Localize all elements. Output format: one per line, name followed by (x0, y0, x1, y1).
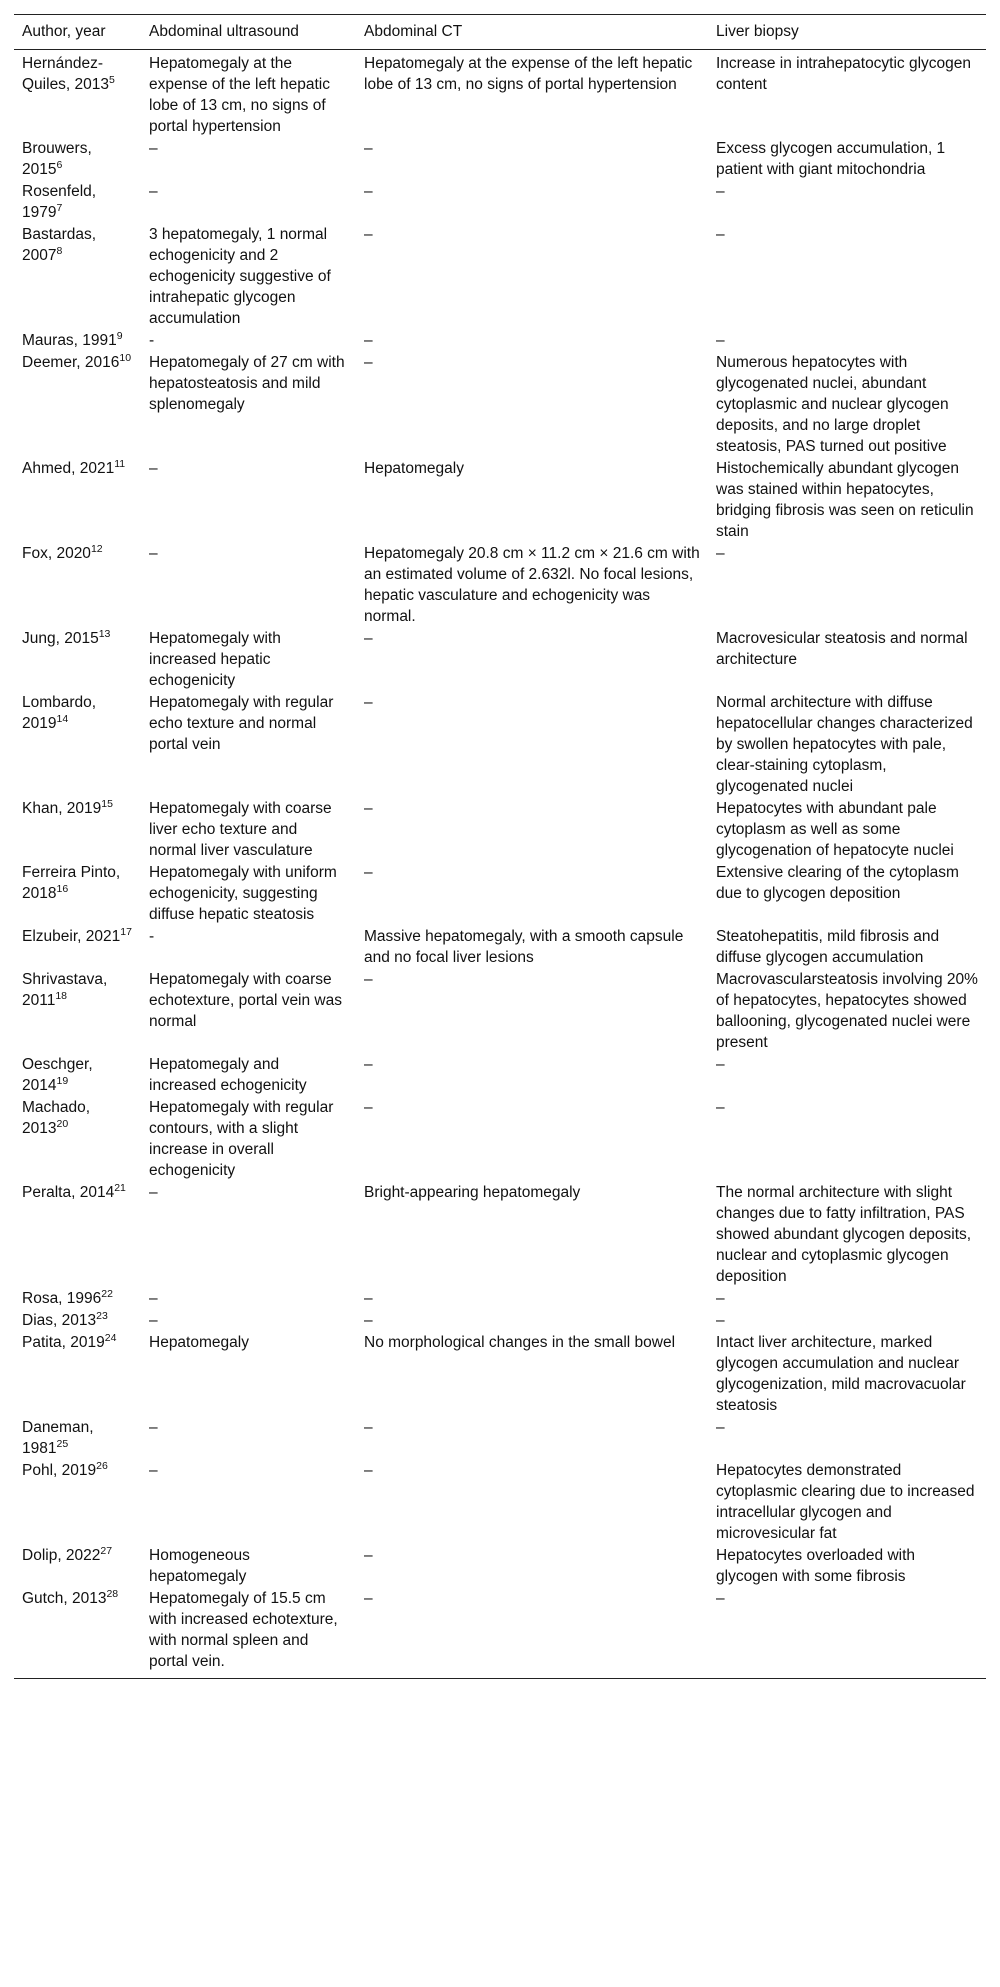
table-row (14, 50, 986, 139)
biopsy-cell: Numerous hepatocytes with glycogenated nuclei, abundant cytoplasmic and nuclear glycogen deposits, and no large droplet steatosis, PAS turned out positive (716, 354, 949, 455)
ct-cell: – (364, 694, 373, 711)
reference-number: 26 (96, 1459, 108, 1472)
ultrasound-cell: - (149, 332, 155, 349)
ct-cell: – (364, 1290, 373, 1307)
table-row (14, 224, 986, 330)
author-year-text: Mauras, 1991 (22, 332, 117, 349)
ultrasound-cell: – (149, 1290, 158, 1307)
table-row (14, 1054, 986, 1097)
author-year-text: Ahmed, 2021 (22, 460, 115, 477)
author-year-text: Daneman, 1981 (22, 1419, 94, 1457)
author-year-text: Brouwers, 2015 (22, 140, 92, 178)
ultrasound-cell: Hepatomegaly (149, 1334, 249, 1351)
ct-cell: No morphological changes in the small bowel (364, 1334, 676, 1351)
table-row (14, 862, 986, 926)
author-year-text: Fox, 2020 (22, 545, 91, 562)
biopsy-cell: Macrovascularsteatosis involving 20% of hepatocytes, hepatocytes showed ballooning, glycogenated nuclei were present (716, 971, 978, 1051)
ultrasound-cell: – (149, 545, 158, 562)
author-year-cell (14, 862, 141, 926)
reference-number: 15 (101, 797, 113, 810)
table-row (14, 330, 986, 352)
header-author-year: Author, year (22, 23, 106, 40)
reference-number: 11 (114, 457, 126, 470)
ct-cell: – (364, 864, 373, 881)
biopsy-cell: – (716, 1290, 725, 1307)
author-year-text: Khan, 2019 (22, 800, 102, 817)
table-row (14, 798, 986, 862)
ct-cell: Bright-appearing hepatomegaly (364, 1184, 581, 1201)
reference-number: 12 (90, 542, 103, 555)
reference-number: 7 (56, 201, 63, 214)
reference-number: 18 (55, 989, 68, 1002)
biopsy-cell: – (716, 332, 725, 349)
biopsy-cell: Hepatocytes overloaded with glycogen with some fibrosis (716, 1547, 916, 1585)
biopsy-cell: – (716, 1099, 725, 1116)
author-year-cell (14, 628, 141, 692)
author-year-cell (14, 926, 141, 969)
author-year-cell (14, 1332, 141, 1417)
ct-cell: – (364, 183, 373, 200)
ultrasound-cell: 3 hepatomegaly, 1 normal echogenicity and 2 echogenicity suggestive of intrahepatic glycogen accumulation (149, 226, 331, 327)
reference-number: 9 (116, 329, 123, 342)
author-year-text: Elzubeir, 2021 (22, 928, 121, 945)
table-row (14, 181, 986, 224)
ultrasound-cell: – (149, 1312, 158, 1329)
ct-cell: – (364, 971, 373, 988)
biopsy-cell: Increase in intrahepatocytic glycogen content (716, 55, 972, 93)
author-year-cell (14, 50, 141, 139)
author-year-text: Bastardas, 2007 (22, 226, 97, 264)
reference-number: 17 (120, 925, 132, 938)
author-year-text: Jung, 2015 (22, 630, 99, 647)
ultrasound-cell: – (149, 460, 158, 477)
table-row (14, 1182, 986, 1288)
table-row (14, 969, 986, 1054)
author-year-cell (14, 969, 141, 1054)
biopsy-cell: Steatohepatitis, mild fibrosis and diffuse glycogen accumulation (716, 928, 940, 966)
table-row (14, 458, 986, 543)
author-year-cell (14, 1460, 141, 1545)
author-year-text: Ferreira Pinto, 2018 (22, 864, 121, 902)
biopsy-cell: – (716, 1056, 725, 1073)
reference-number: 10 (119, 351, 132, 364)
author-year-cell (14, 692, 141, 798)
reference-number: 25 (56, 1437, 69, 1450)
author-year-text: Pohl, 2019 (22, 1462, 97, 1479)
ct-cell: Hepatomegaly (364, 460, 464, 477)
table-row (14, 352, 986, 458)
header-row (14, 15, 986, 50)
table-row (14, 1460, 986, 1545)
table-row (14, 1588, 986, 1679)
table-row (14, 692, 986, 798)
author-year-text: Hernández-Quiles, 2013 (22, 55, 110, 93)
ct-cell: – (364, 1590, 373, 1607)
author-year-text: Dias, 2013 (22, 1312, 97, 1329)
ct-cell: – (364, 1312, 373, 1329)
ultrasound-cell: Homogeneous hepatomegaly (149, 1547, 250, 1585)
ct-cell: – (364, 800, 373, 817)
ultrasound-cell: – (149, 1419, 158, 1436)
author-year-cell (14, 1054, 141, 1097)
reference-number: 8 (56, 244, 63, 257)
biopsy-cell: – (716, 1312, 725, 1329)
table-row (14, 1332, 986, 1417)
author-year-text: Patita, 2019 (22, 1334, 105, 1351)
ct-cell: – (364, 630, 373, 647)
author-year-cell (14, 543, 141, 628)
biopsy-cell: Excess glycogen accumulation, 1 patient with giant mitochondria (716, 140, 946, 178)
biopsy-cell: – (716, 545, 725, 562)
author-year-cell (14, 1182, 141, 1288)
ultrasound-cell: – (149, 1184, 158, 1201)
reference-number: 19 (56, 1074, 69, 1087)
ultrasound-cell: – (149, 1462, 158, 1479)
biopsy-cell: Hepatocytes demonstrated cytoplasmic clearing due to increased intracellular glycogen and microvesicular fat (716, 1462, 975, 1542)
table-row (14, 138, 986, 181)
author-year-cell (14, 1588, 141, 1679)
biopsy-cell: Extensive clearing of the cytoplasm due to glycogen deposition (716, 864, 959, 902)
ultrasound-cell: Hepatomegaly with increased hepatic echogenicity (149, 630, 281, 689)
reference-number: 16 (56, 882, 69, 895)
biopsy-cell: – (716, 1419, 725, 1436)
table-row (14, 543, 986, 628)
ultrasound-cell: - (149, 928, 155, 945)
biopsy-cell: Hepatocytes with abundant pale cytoplasm as well as some glycogenation of hepatocyte nuclei (716, 800, 954, 859)
reference-number: 27 (100, 1544, 113, 1557)
author-year-cell (14, 798, 141, 862)
author-year-text: Dolip, 2022 (22, 1547, 101, 1564)
reference-number: 28 (106, 1587, 119, 1600)
biopsy-cell: The normal architecture with slight changes due to fatty infiltration, PAS showed abundant glycogen deposits, nuclear and cytoplasmic glycogen deposition (716, 1184, 972, 1285)
biopsy-cell: Macrovesicular steatosis and normal architecture (716, 630, 968, 668)
ct-cell: – (364, 1419, 373, 1436)
ultrasound-cell: Hepatomegaly with uniform echogenicity, suggesting diffuse hepatic steatosis (149, 864, 337, 923)
author-year-text: Rosenfeld, 1979 (22, 183, 97, 221)
ultrasound-cell: – (149, 140, 158, 157)
biopsy-cell: Histochemically abundant glycogen was stained within hepatocytes, bridging fibrosis was seen on reticulin stain (716, 460, 974, 540)
author-year-text: Deemer, 2016 (22, 354, 120, 371)
ct-cell: – (364, 354, 373, 371)
ct-cell: – (364, 1547, 373, 1564)
reference-number: 14 (56, 712, 69, 725)
author-year-cell (14, 1288, 141, 1310)
biopsy-cell: – (716, 183, 725, 200)
table-row (14, 1097, 986, 1182)
biopsy-cell: – (716, 1590, 725, 1607)
reference-number: 23 (96, 1309, 108, 1322)
ct-cell: – (364, 140, 373, 157)
ultrasound-cell: Hepatomegaly with regular contours, with a slight increase in overall echogenicity (149, 1099, 334, 1179)
author-year-cell (14, 458, 141, 543)
table-row (14, 1545, 986, 1588)
author-year-text: Machado, 2013 (22, 1099, 91, 1137)
biopsy-cell: Normal architecture with diffuse hepatocellular changes characterized by swollen hepatocytes with pale, clear-staining cytoplasm, glycogenated nuclei (716, 694, 973, 795)
ct-cell: – (364, 1462, 373, 1479)
ultrasound-cell: Hepatomegaly with regular echo texture and normal portal vein (149, 694, 334, 753)
table-row (14, 1417, 986, 1460)
reference-number: 24 (104, 1331, 117, 1344)
author-year-text: Shrivastava, 2011 (22, 971, 108, 1009)
ct-cell: – (364, 332, 373, 349)
author-year-cell (14, 138, 141, 181)
reference-number: 6 (56, 158, 63, 171)
author-year-text: Lombardo, 2019 (22, 694, 97, 732)
author-year-cell (14, 330, 141, 352)
author-year-cell (14, 1310, 141, 1332)
author-year-cell (14, 1417, 141, 1460)
ultrasound-cell: Hepatomegaly of 15.5 cm with increased echotexture, with normal spleen and portal vein. (149, 1590, 338, 1670)
ct-cell: Massive hepatomegaly, with a smooth capsule and no focal liver lesions (364, 928, 684, 966)
ct-cell: – (364, 1099, 373, 1116)
author-year-cell (14, 1097, 141, 1182)
table-row (14, 926, 986, 969)
table-body (14, 50, 986, 1679)
reference-number: 20 (56, 1117, 69, 1130)
reference-number: 13 (98, 627, 111, 640)
table-row (14, 1288, 986, 1310)
author-year-cell (14, 352, 141, 458)
header-abdominal-ultrasound: Abdominal ultrasound (149, 23, 299, 40)
ct-cell: – (364, 1056, 373, 1073)
reference-number: 21 (114, 1181, 126, 1194)
author-year-cell (14, 1545, 141, 1588)
ct-cell: Hepatomegaly 20.8 cm × 11.2 cm × 21.6 cm with an estimated volume of 2.632l. No focal lesions, hepatic vasculature and echogenicity was normal. (364, 545, 700, 625)
reference-number: 5 (109, 73, 115, 86)
biopsy-cell: Intact liver architecture, marked glycogen accumulation and nuclear glycogenization, mild macrovacuolar steatosis (716, 1334, 966, 1414)
author-year-text: Peralta, 2014 (22, 1184, 115, 1201)
ultrasound-cell: Hepatomegaly with coarse liver echo texture and normal liver vasculature (149, 800, 332, 859)
table-row (14, 628, 986, 692)
table-header (14, 15, 986, 50)
header-abdominal-ct: Abdominal CT (364, 23, 463, 40)
ct-cell: Hepatomegaly at the expense of the left hepatic lobe of 13 cm, no signs of portal hypertension (364, 55, 693, 93)
findings-table (14, 14, 986, 1679)
ultrasound-cell: Hepatomegaly of 27 cm with hepatosteatosis and mild splenomegaly (149, 354, 345, 413)
author-year-cell (14, 181, 141, 224)
table-row (14, 1310, 986, 1332)
author-year-text: Rosa, 1996 (22, 1290, 102, 1307)
biopsy-cell: – (716, 226, 725, 243)
author-year-cell (14, 224, 141, 330)
ultrasound-cell: Hepatomegaly with coarse echotexture, portal vein was normal (149, 971, 342, 1030)
ultrasound-cell: – (149, 183, 158, 200)
ultrasound-cell: Hepatomegaly at the expense of the left hepatic lobe of 13 cm, no signs of portal hypertension (149, 55, 330, 135)
author-year-text: Gutch, 2013 (22, 1590, 107, 1607)
ultrasound-cell: Hepatomegaly and increased echogenicity (149, 1056, 307, 1094)
header-liver-biopsy: Liver biopsy (716, 23, 799, 40)
reference-number: 22 (101, 1287, 113, 1300)
author-year-text: Oeschger, 2014 (22, 1056, 93, 1094)
ct-cell: – (364, 226, 373, 243)
